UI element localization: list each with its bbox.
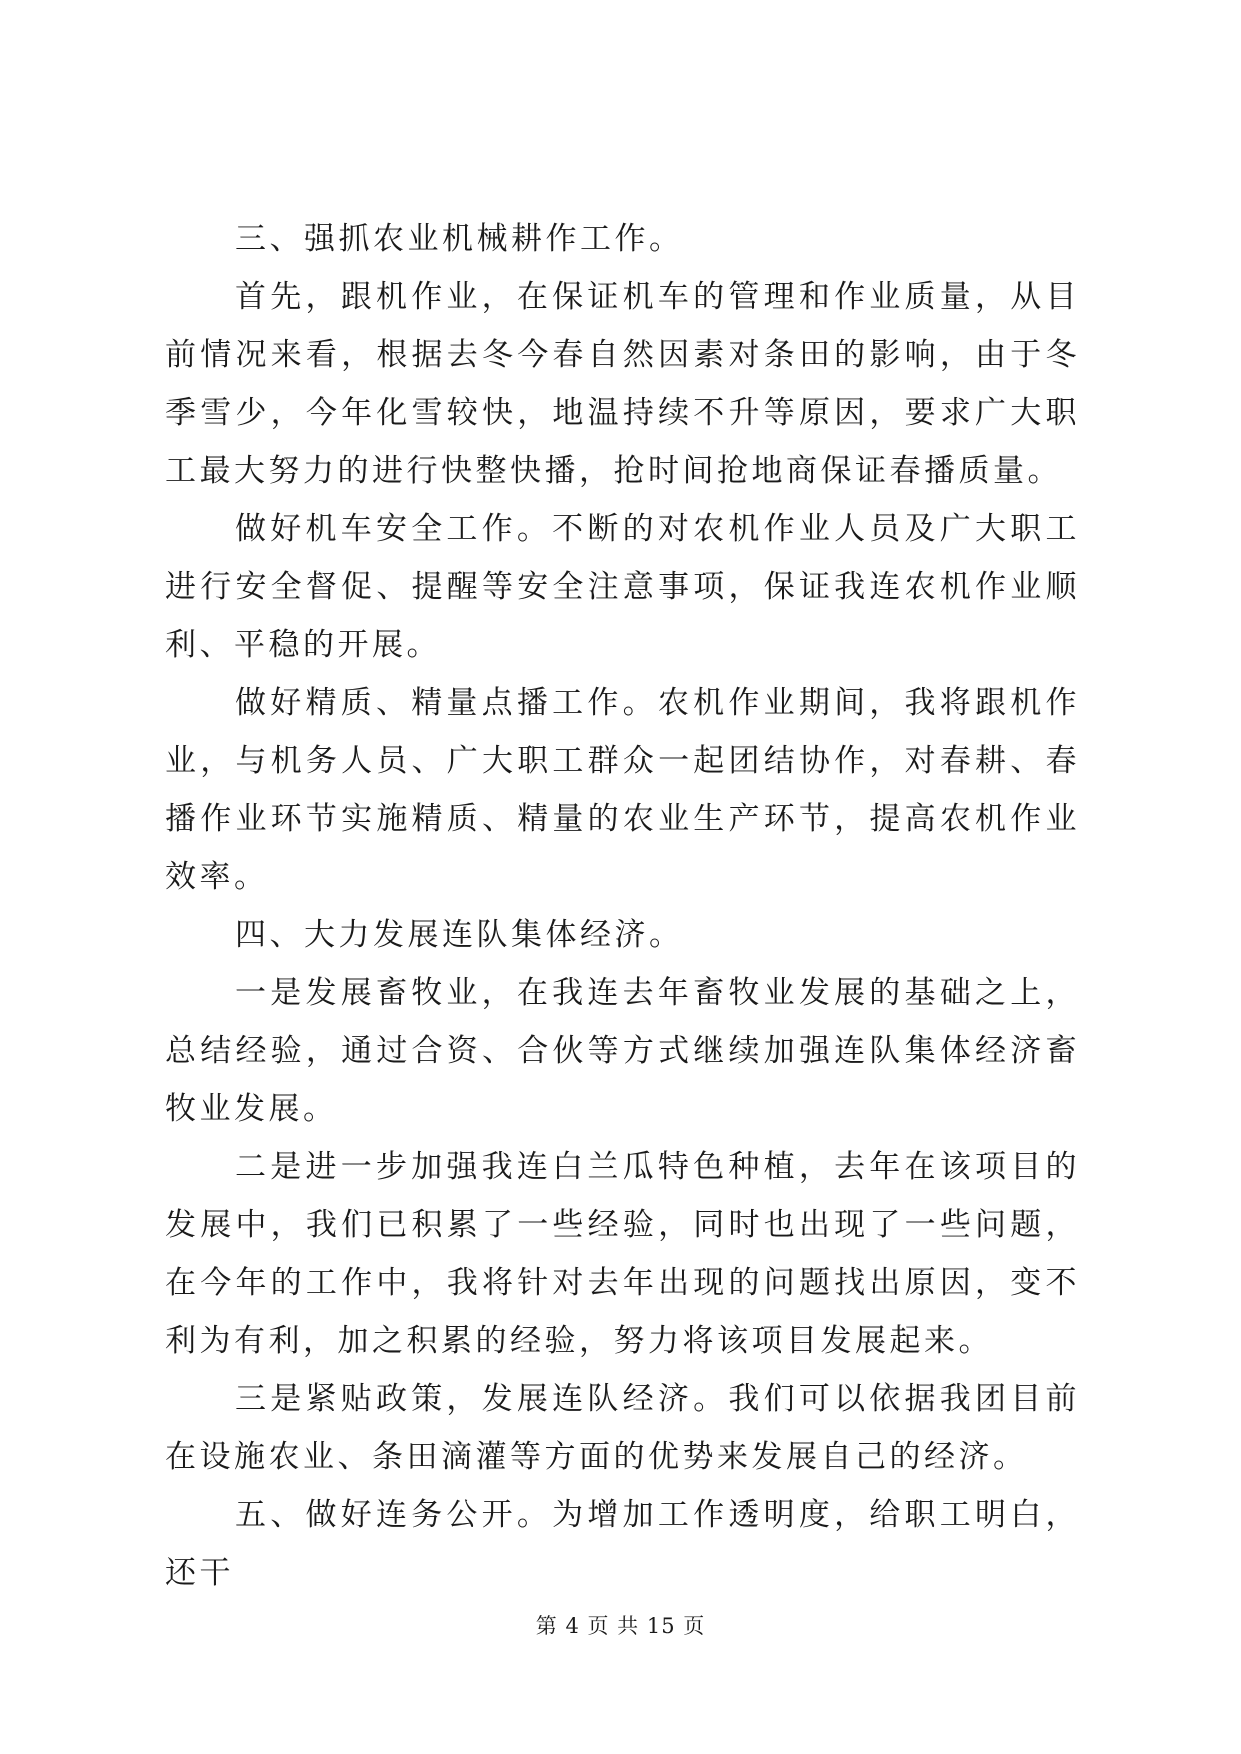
page-number-footer: 第 4 页 共 15 页 xyxy=(535,1614,706,1638)
paragraph-follow-machine: 首先，跟机作业，在保证机车的管理和作业质量，从目前情况来看，根据去冬今春自然因素对条田的影响，由于冬季雪少，今年化雪较快，地温持续不升等原因，要求广大职工最大努力的进行快整快播，抢时间抢地商保证春播质量。 xyxy=(165,279,1080,489)
paragraph-policy-economy: 三是紧贴政策，发展连队经济。我们可以依据我团目前在设施农业、条田滴灌等方面的优势来发展自己的经济。 xyxy=(165,1381,1080,1475)
heading-section-5: 五、做好连务公开。为增加工作透明度，给职工明白，还干 xyxy=(165,1497,1080,1591)
document-body xyxy=(165,210,1080,1602)
paragraph-machine-safety: 做好机车安全工作。不断的对农机作业人员及广大职工进行安全督促、提醒等安全注意事项，保证我连农机作业顺利、平稳的开展。 xyxy=(165,511,1080,663)
heading-section-4: 四、大力发展连队集体经济。 xyxy=(235,917,684,953)
paragraph-precision-seeding: 做好精质、精量点播工作。农机作业期间，我将跟机作业，与机务人员、广大职工群众一起团结协作，对春耕、春播作业环节实施精质、精量的农业生产环节，提高农机作业效率。 xyxy=(165,685,1080,895)
paragraph-melon-planting: 二是进一步加强我连白兰瓜特色种植，去年在该项目的发展中，我们已积累了一些经验，同时也出现了一些问题，在今年的工作中，我将针对去年出现的问题找出原因，变不利为有利，加之积累的经验，努力将该项目发展起来。 xyxy=(165,1149,1080,1359)
heading-section-3: 三、强抓农业机械耕作工作。 xyxy=(235,221,684,257)
paragraph-livestock: 一是发展畜牧业，在我连去年畜牧业发展的基础之上，总结经验，通过合资、合伙等方式继续加强连队集体经济畜牧业发展。 xyxy=(165,975,1080,1127)
